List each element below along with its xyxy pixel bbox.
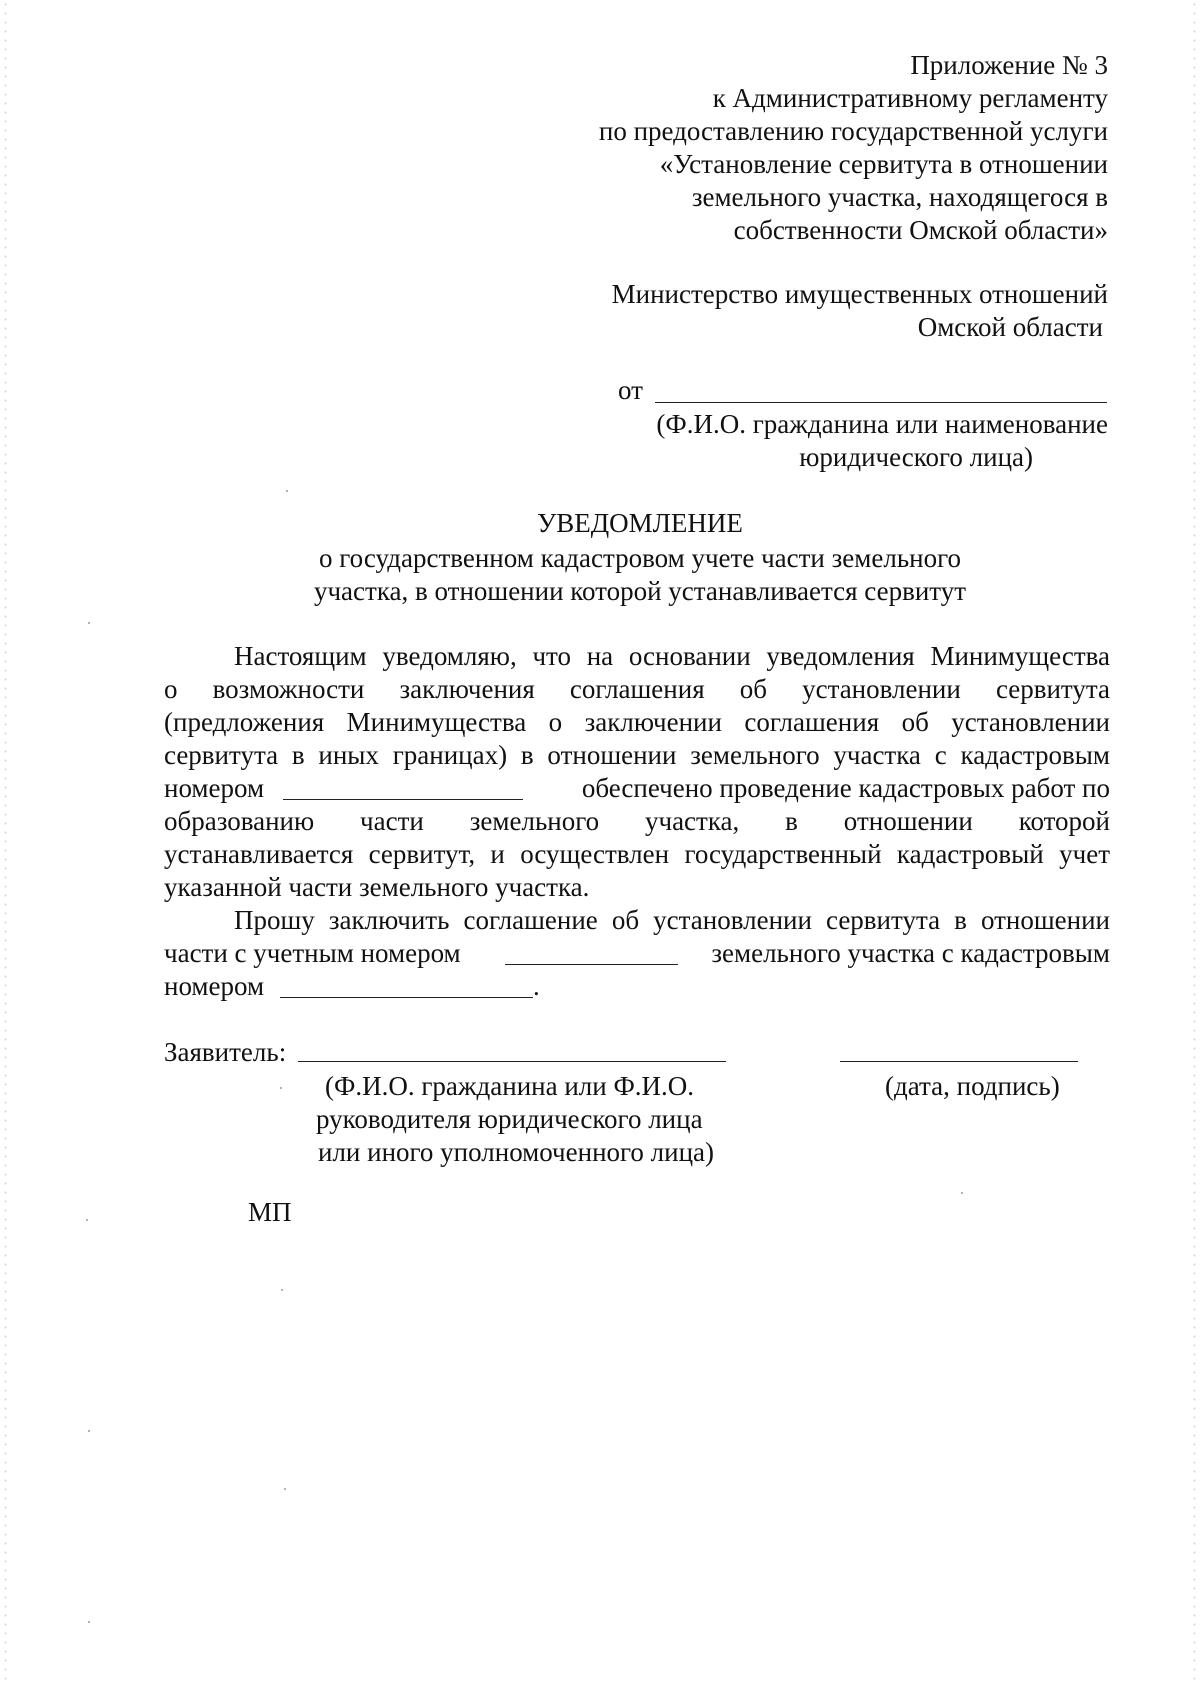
body-line: образованию части земельного участка, в отношении которой — [164, 806, 1110, 836]
applicant-hint: (Ф.И.О. гражданина или Ф.И.О. — [325, 1071, 695, 1101]
body-line: номером — [164, 773, 265, 803]
appendix-line: к Административному регламенту — [712, 83, 1108, 113]
appendix-line: Приложение № 3 — [910, 50, 1108, 80]
applicant-name-blank[interactable] — [298, 1061, 726, 1062]
date-signature-blank[interactable] — [840, 1061, 1078, 1062]
page-title: УВЕДОМЛЕНИЕ — [537, 508, 743, 538]
scan-speck — [88, 622, 90, 624]
stamp-placeholder: МП — [248, 1197, 292, 1227]
appendix-line: земельного участка, находящегося в — [691, 182, 1108, 212]
appendix-line: собственности Омской области» — [733, 215, 1108, 245]
sender-name-blank[interactable] — [655, 402, 1107, 403]
body-line: обеспечено проведение кадастровых работ по — [581, 773, 1110, 803]
registration-number-blank[interactable] — [505, 964, 678, 965]
cadastral-number-blank-2[interactable] — [280, 997, 533, 998]
body-line: земельного участка с кадастровым — [711, 938, 1110, 968]
body-line: устанавливается сервитут, и осуществлен государственный кадастровый учет — [164, 839, 1110, 869]
body-line: (предложения Минимущества о заключении соглашения об установлении — [164, 707, 1110, 737]
scan-edge-left — [4, 0, 7, 1686]
date-signature-hint: (дата, подпись) — [885, 1071, 1060, 1101]
scan-edge-right — [1193, 0, 1196, 1686]
body-line: части с учетным номером — [164, 938, 461, 968]
body-line: номером — [164, 971, 265, 1001]
body-line: о возможности заключения соглашения об установлении сервитута — [164, 674, 1110, 704]
scan-speck — [280, 1087, 282, 1089]
applicant-hint: или иного уполномоченного лица) — [318, 1137, 715, 1167]
scan-speck — [286, 490, 288, 492]
body-line: . — [533, 971, 540, 1001]
page-subtitle: о государственном кадастровом учете части земельного — [319, 543, 961, 573]
scan-speck — [88, 1621, 90, 1623]
applicant-hint: руководителя юридического лица — [316, 1104, 703, 1134]
sender-hint: юридического лица) — [799, 442, 1033, 472]
scan-speck — [86, 1219, 88, 1221]
cadastral-number-blank[interactable] — [283, 799, 523, 800]
scan-speck — [88, 1430, 90, 1432]
body-line: указанной части земельного участка. — [164, 872, 590, 902]
scan-speck — [284, 1488, 286, 1490]
page-subtitle: участка, в отношении которой устанавливается сервитут — [313, 576, 967, 606]
appendix-line: по предоставлению государственной услуги — [598, 116, 1108, 146]
applicant-label: Заявитель: — [164, 1037, 287, 1067]
body-line: Прошу заключить соглашение об установлении сервитута в отношении — [234, 905, 1110, 935]
scan-speck — [961, 1192, 963, 1194]
scan-speck — [281, 1289, 283, 1291]
appendix-line: «Установление сервитута в отношении — [659, 149, 1108, 179]
body-line: сервитута в иных границах) в отношении земельного участка с кадастровым — [164, 740, 1110, 770]
body-line: Настоящим уведомляю, что на основании уведомления Минимущества — [234, 641, 1110, 671]
sender-hint: (Ф.И.О. гражданина или наименование — [656, 409, 1108, 439]
addressee-line: Министерство имущественных отношений — [611, 279, 1108, 309]
addressee-line: Омской области — [917, 312, 1103, 342]
sender-prefix: от — [618, 375, 643, 405]
